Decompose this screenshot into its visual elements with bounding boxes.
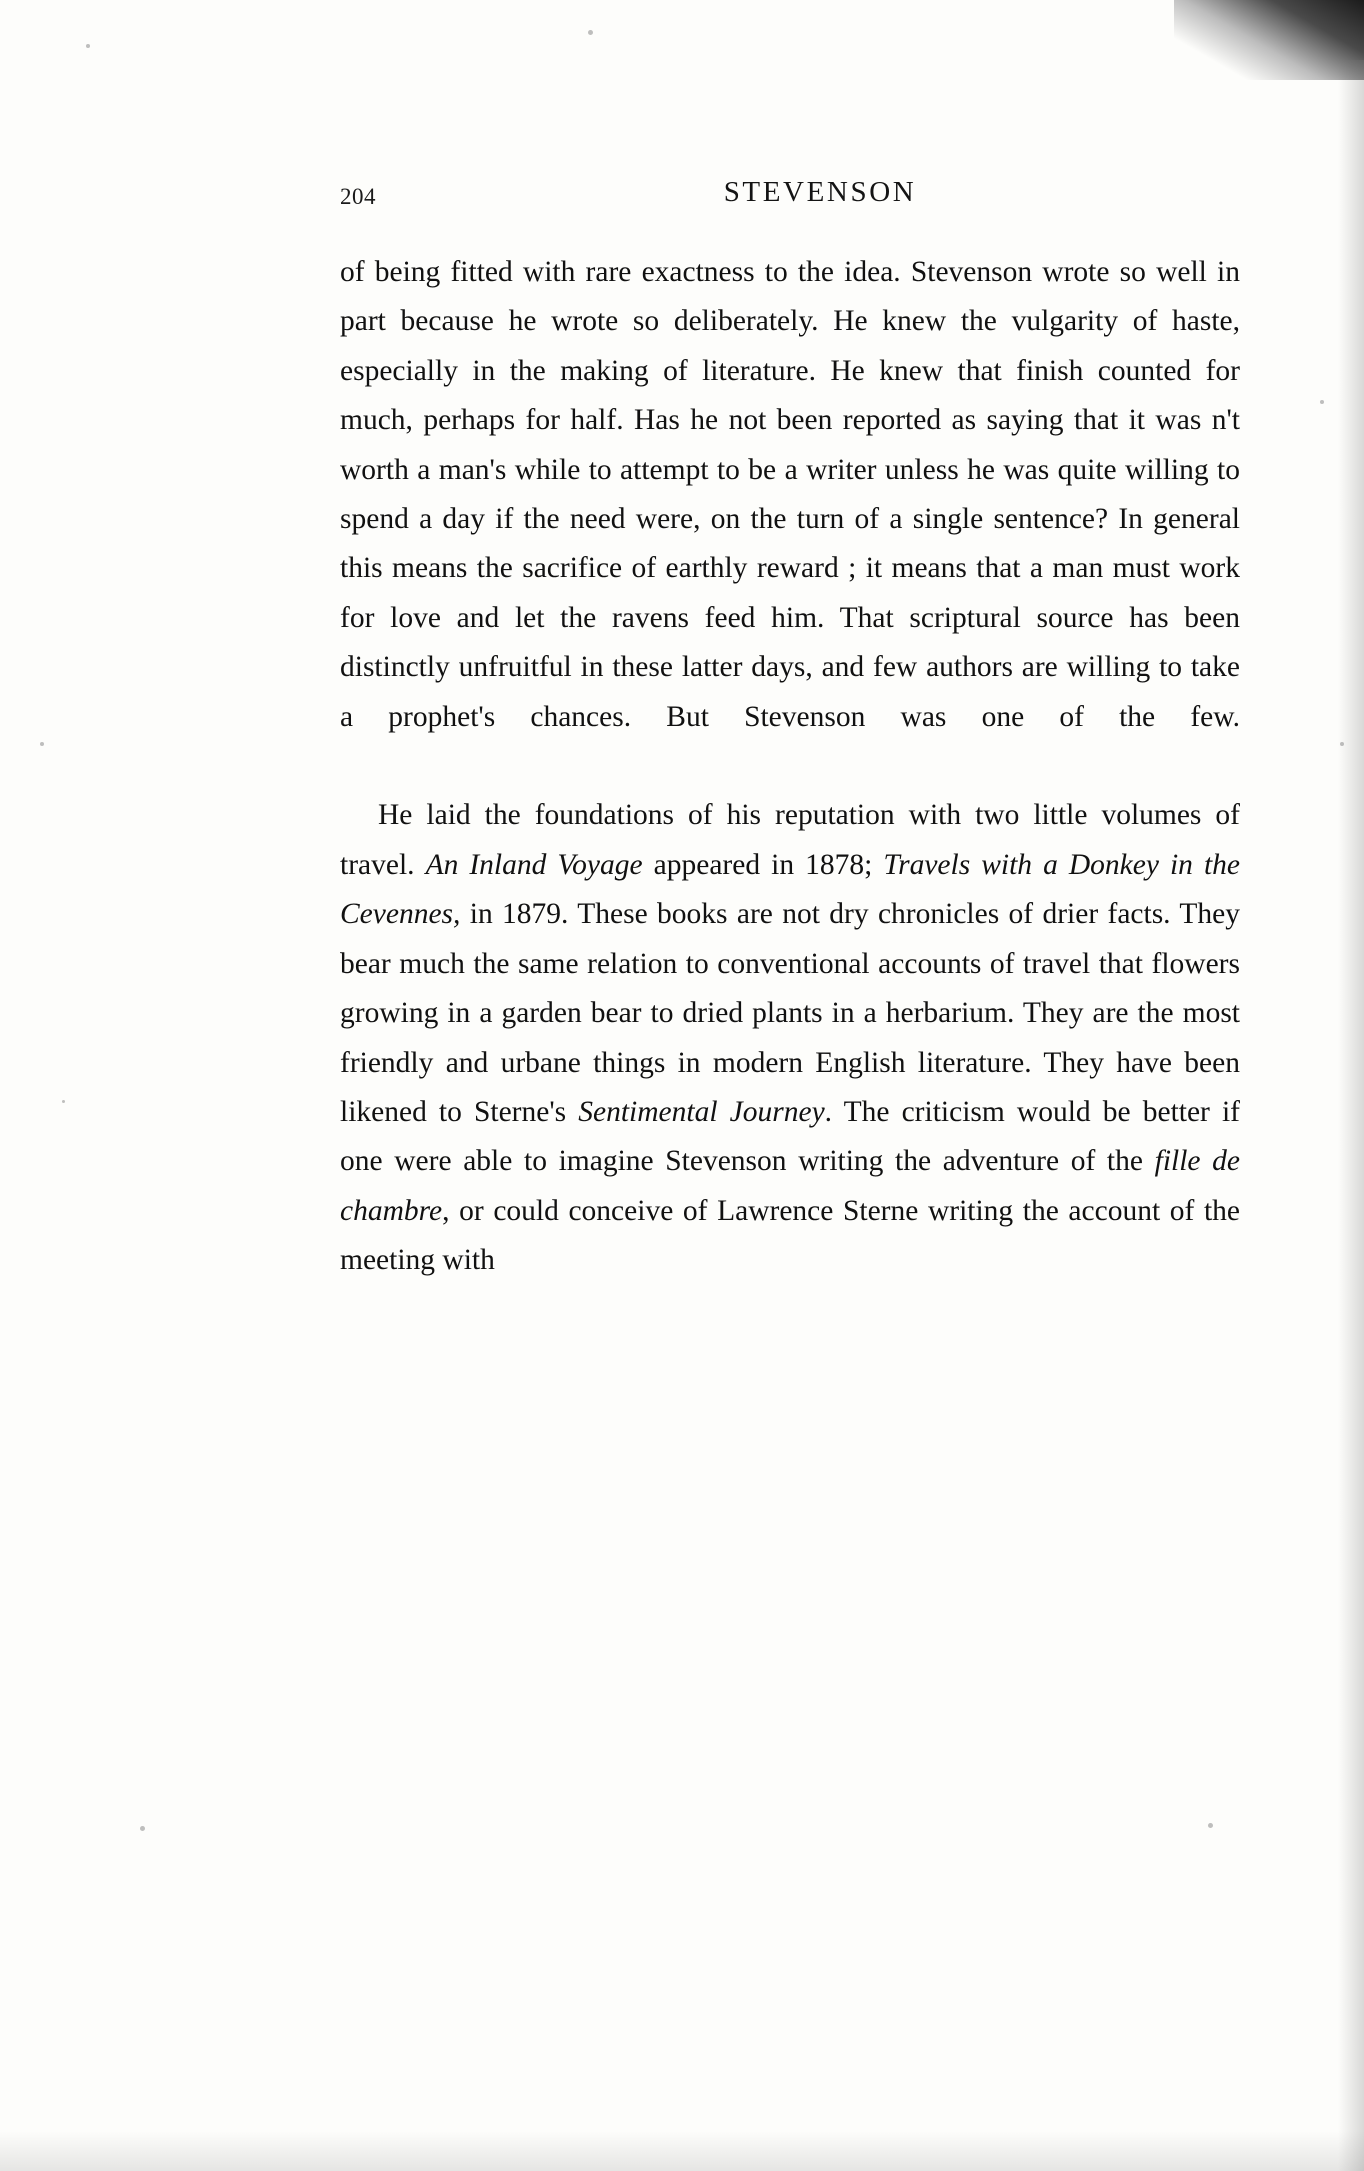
text-run: in 1879. These books are not dry chronicles of drier facts. They bear much the same relation to conventional accounts of travel that flowers growing in a garden bear to dried plants in a herbarium. They are the most friendly and urbane things in modern English literature. They have been likened to Sterne's — [340, 898, 1240, 1128]
scan-shadow-right-edge — [1338, 60, 1364, 2171]
scan-speck — [40, 742, 44, 746]
text-run: of being fitted with rare exactness to the idea. Stevenson wrote so well in part because he wrote so deliberately. He knew the vulgarity of haste, especially in the making of literature. He knew that finish counted for much, perhaps for half. Has he not been reported as saying that it was n't worth a man's while to attempt to be a writer unless he was quite willing to spend a day if the need were, on the turn of a single sentence? In general this means the sacrifice of earthly reward ; it means that a man must work for love and let the ravens feed him. That scriptural source has been distinctly unfruitful in these latter days, and few authors are willing to take a prophet's chances. But Stevenson was one of the few. — [340, 256, 1240, 733]
text-run: appeared in 1878; — [642, 848, 884, 881]
body-text — [340, 248, 1240, 1286]
text-run: He laid the foundations of his reputation with two little volumes of travel. — [340, 799, 1240, 881]
scan-speck — [140, 1826, 145, 1831]
paragraph — [340, 248, 1240, 791]
page-number: 204 — [340, 184, 376, 209]
scan-speck — [1208, 1823, 1213, 1828]
page-title: STEVENSON — [723, 176, 917, 208]
scan-speck — [86, 44, 90, 48]
italic-title-run: Travels with a Donkey in the Cevennes, — [340, 848, 1240, 931]
running-head — [340, 176, 1240, 212]
text-run: . The criticism would be better if one were able to imagine Stevenson writing the adventure of the — [340, 1095, 1241, 1178]
italic-title-run: fille de chambre — [340, 1145, 1240, 1227]
paragraph — [340, 791, 1240, 1285]
scan-shadow-bottom-edge — [0, 2131, 1364, 2171]
italic-title-run: Sentimental Journey — [578, 1095, 825, 1128]
text-run: , or could conceive of Lawrence Sterne writing the account of the meeting with — [340, 1194, 1240, 1277]
scan-speck — [62, 1100, 65, 1103]
scan-shadow-corner — [1174, 0, 1364, 80]
scan-speck — [1340, 742, 1344, 746]
scan-speck — [1320, 400, 1324, 404]
italic-title-run: An Inland Voyage — [425, 848, 643, 881]
scan-speck — [588, 30, 593, 35]
